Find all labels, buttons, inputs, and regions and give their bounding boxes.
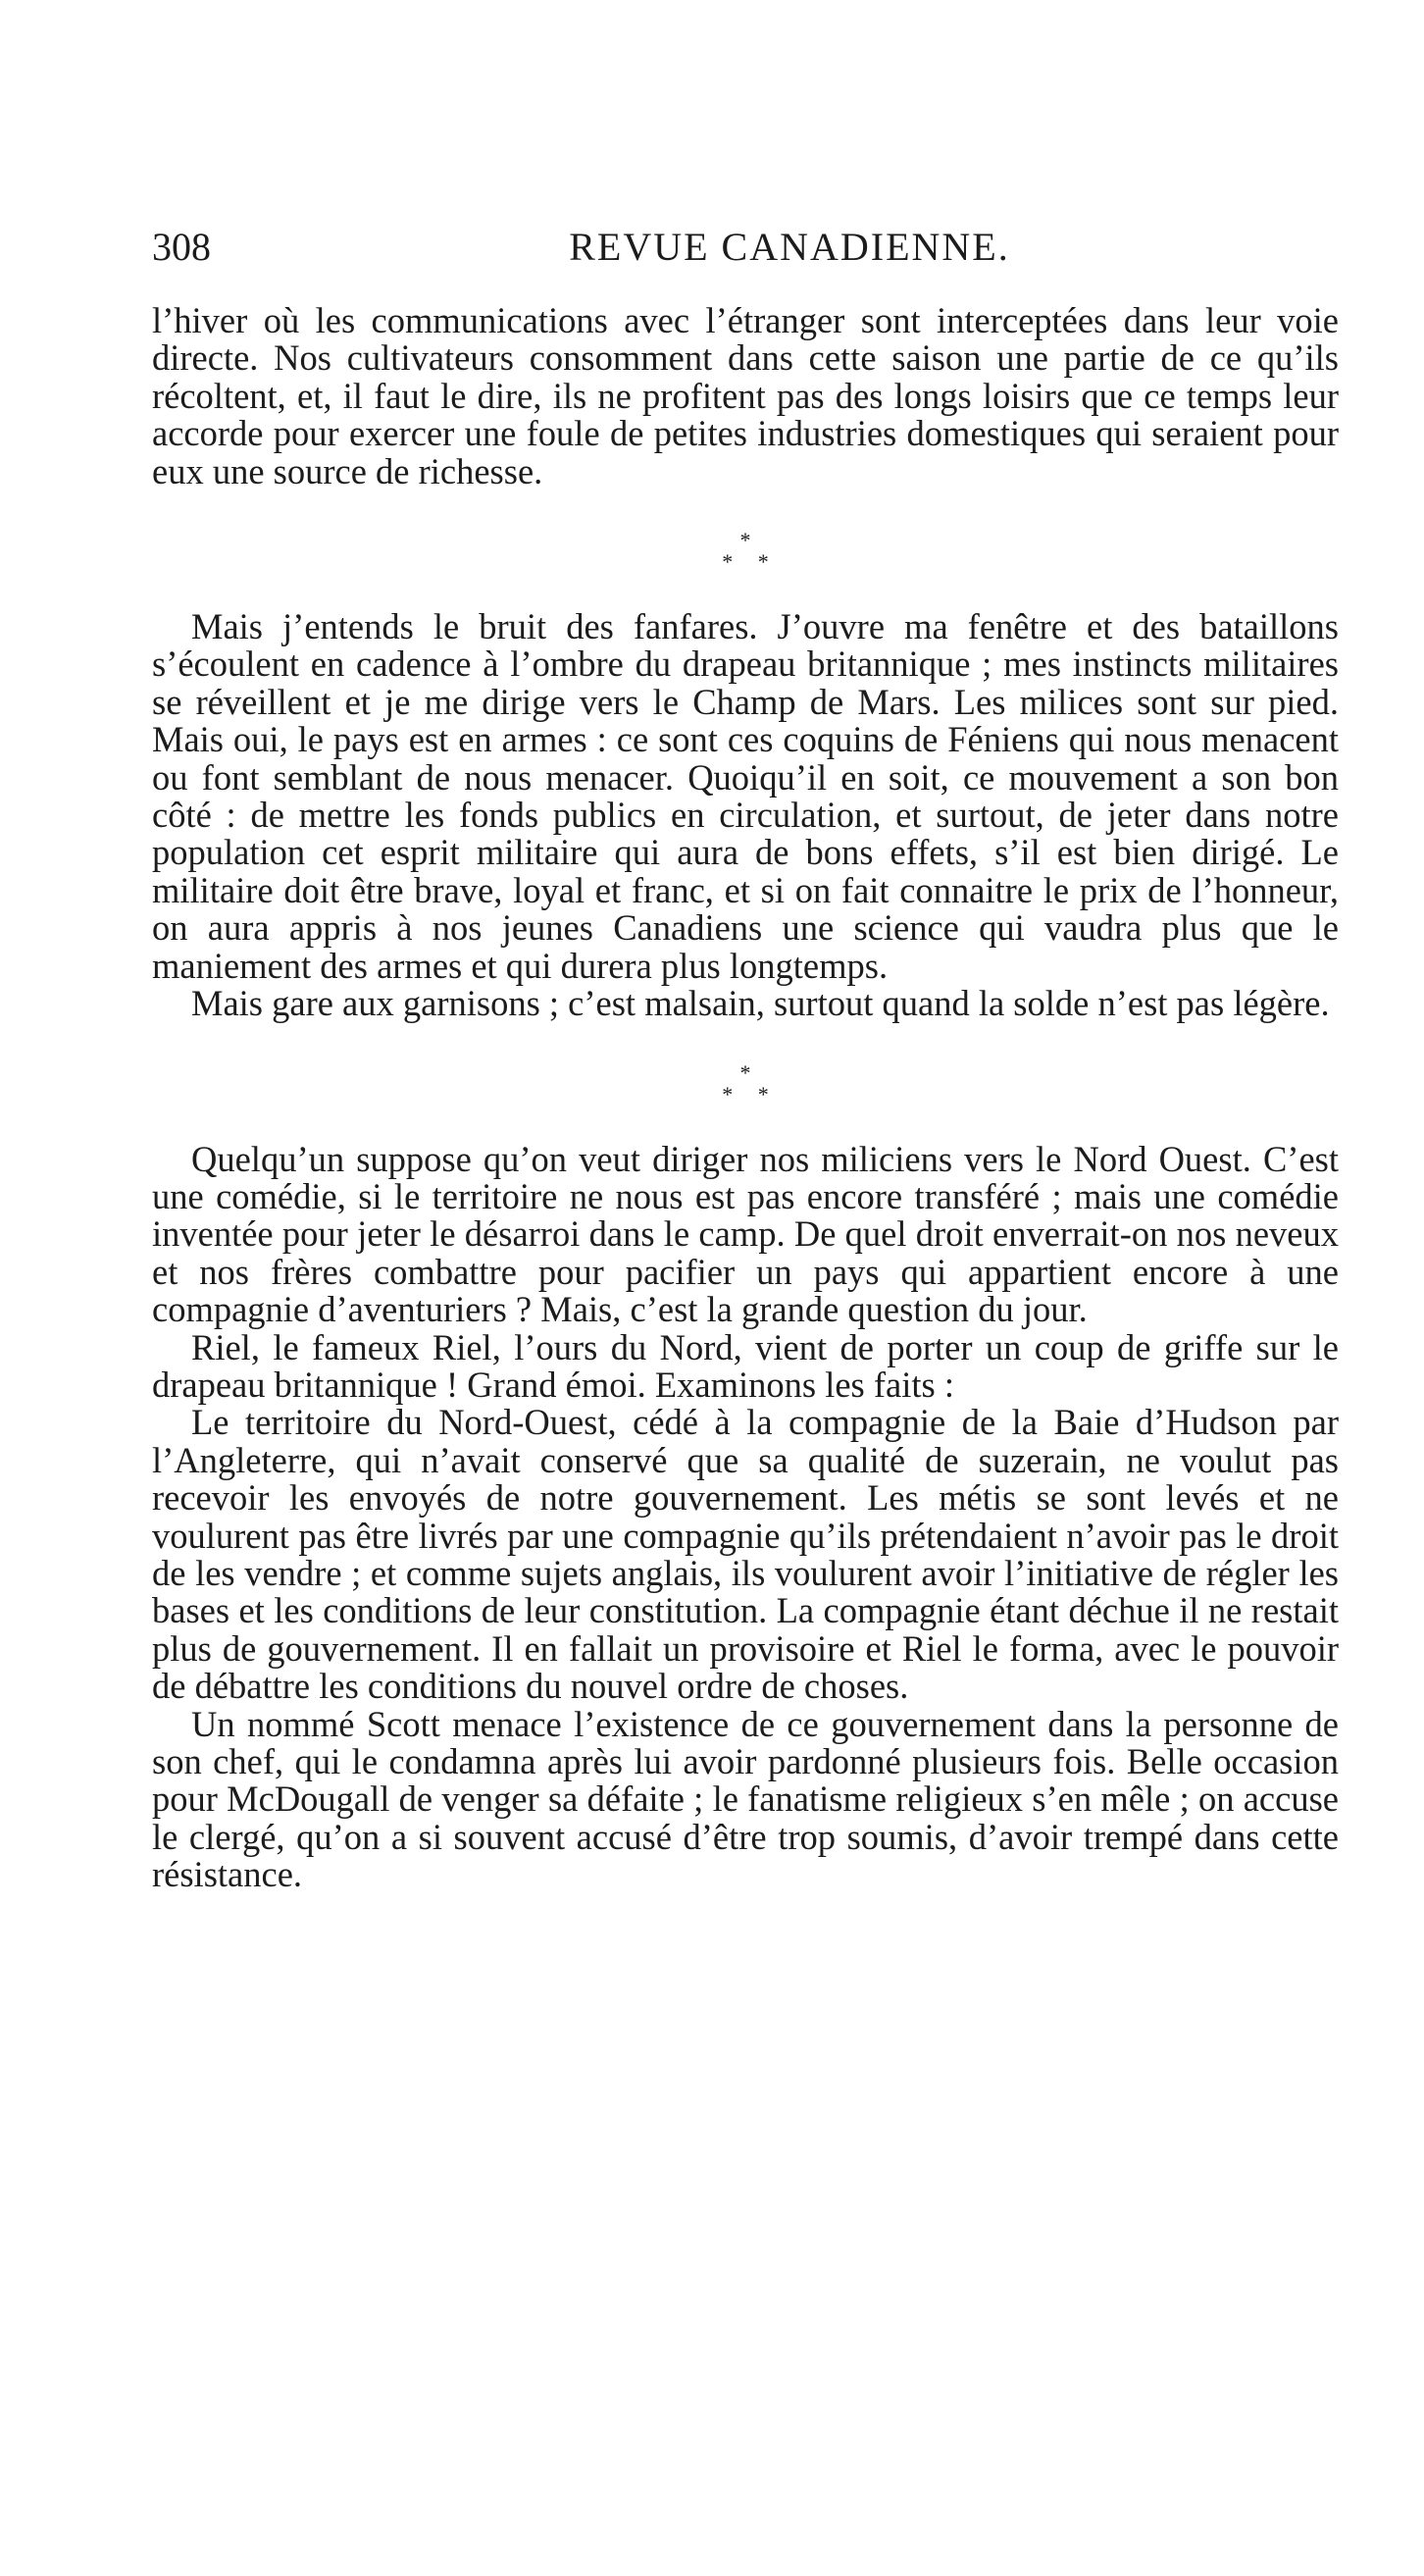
- page-number: 308: [152, 225, 211, 269]
- paragraph-7: Un nommé Scott menace l’existence de ce gouvernement dans la personne de son chef, qui le condamna après lui avoir pardonné plusieurs fois. Belle occasion pour McDougall de venger sa défaite ; le fanatisme religieux s’en mêle ; on accuse le clergé, qu’on a si souvent accusé d’être trop soumis, d’avoir trempé dans cette résistance.: [152, 1703, 1339, 1895]
- paragraph-6: Le territoire du Nord-Ouest, cédé à la compagnie de la Baie d’Hudson par l’Angleterre, qui n’avait conservé que sa qualité de suzerain, ne voulut pas recevoir les envoyés de notre gouvernement. Les métis se sont levés et ne voulurent pas être livrés par une compagnie qu’ils prétendaient n’avoir pas le droit de les vendre ; et comme sujets anglais, ils voulurent avoir l’initiative de régler les bases et les conditions de leur constitution. La compagnie étant déchue il ne restait plus de gouvernement. Il en fallait un provisoire et Riel le forma, avec le pouvoir de débattre les conditions du nouvel ordre de choses.: [152, 1402, 1339, 1707]
- paragraph-5: Riel, le fameux Riel, l’ours du Nord, vient de porter un coup de griffe sur le drapeau britannique ! Grand émoi. Examinons les faits :: [152, 1326, 1339, 1405]
- separator-star-top: *: [739, 1059, 751, 1085]
- paragraph-4: Quelqu’un suppose qu’on veut diriger nos miliciens vers le Nord Ouest. C’est une comédie, si le territoire ne nous est pas encore transféré ; mais une comédie inventée pour jeter le désarroi dans le camp. De quel droit enverrait-on nos neveux et nos frères combattre pour pacifier un pays qui appartient encore à une compagnie d’aventuriers ? Mais, c’est la grande question du jour.: [152, 1138, 1339, 1330]
- paragraph-1: l’hiver où les communications avec l’étranger sont interceptées dans leur voie directe. Nos cultivateurs consomment dans cette saison une partie de ce qu’ils récoltent, et, il faut le dire, ils ne profitent pas des longs loisirs que ce temps leur accorde pour exercer une foule de petites industries domestiques qui seraient pour eux une source de richesse.: [152, 300, 1339, 491]
- section-separator-2: [152, 1023, 1339, 1141]
- page-header: [152, 218, 1339, 277]
- separator-stars-bottom: * *: [722, 549, 779, 575]
- separator-stars-bottom: * *: [722, 1081, 779, 1107]
- separator-star-top: *: [739, 528, 751, 553]
- paragraph-2: Mais j’entends le bruit des fanfares. J’ouvre ma fenêtre et des bataillons s’écoulent en cadence à l’ombre du drapeau britannique ; mes instincts militaires se réveillent et je me dirige vers le Champ de Mars. Les milices sont sur pied. Mais oui, le pays est en armes : ce sont ces coquins de Féniens qui nous menacent ou font semblant de nous menacer. Quoiqu’il en soit, ce mouvement a son bon côté : de mettre les fonds publics en circulation, et surtout, de jeter dans notre population cet esprit militaire qui aura de bons effets, s’il est bien dirigé. Le militaire doit être brave, loyal et franc, et si on fait connaitre le prix de l’honneur, on aura appris à nos jeunes Canadiens une science qui vaudra plus que le maniement des armes et qui durera plus longtemps.: [152, 606, 1339, 986]
- running-title: REVUE CANADIENNE.: [569, 225, 1010, 269]
- paragraph-3: Mais gare aux garnisons ; c’est malsain, surtout quand la solde n’est pas légère.: [191, 983, 1330, 1024]
- section-separator-1: [152, 490, 1339, 608]
- body-text: [152, 302, 1339, 1894]
